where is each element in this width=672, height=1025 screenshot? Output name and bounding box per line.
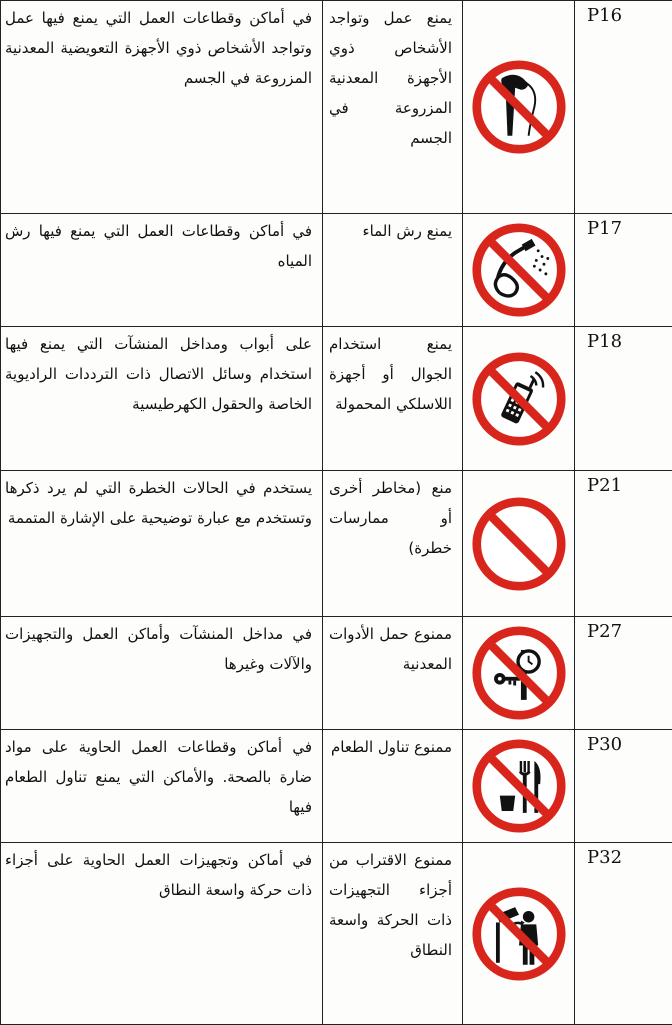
sign-code: P21 (575, 471, 672, 617)
table-row (1, 1, 672, 214)
metal-implant-icon (471, 59, 567, 155)
usage-cell: في أماكن وقطاعات العمل الحاوية على مواد ضارة بالصحة. والأماكن التي يمنع تناول الطعام فيها (1, 730, 323, 843)
table-row (1, 730, 672, 843)
meaning-cell: منع (مخاطر أخرى أو ممارسات خطرة) (323, 471, 463, 617)
sign-cell (463, 214, 575, 327)
sign-code: P16 (575, 1, 672, 214)
general-prohibition-icon (471, 496, 567, 592)
usage-cell: في أماكن وقطاعات العمل التي يمنع فيها عمل وتواجد الأشخاص ذوي الأجهزة التعويضية المعدنية المزروعة في الجسم (1, 1, 323, 214)
no-eating-icon (471, 738, 567, 834)
meaning-cell: يمنع عمل وتواجد الأشخاص ذوي الأجهزة المعدنية المزروعة في الجسم (323, 1, 463, 214)
sign-code: P18 (575, 327, 672, 471)
usage-cell: على أبواب ومداخل المنشآت التي يمنع فيها استخدام وسائل الاتصال ذات الترددات الراديوية الخاصة والحقول الكهرطيسية (1, 327, 323, 471)
sign-code: P32 (575, 843, 672, 1025)
sign-cell (463, 327, 575, 471)
sign-cell (463, 617, 575, 730)
table-row (1, 327, 672, 471)
usage-cell: في أماكن وقطاعات العمل التي يمنع فيها رش المياه (1, 214, 323, 327)
moving-parts-icon (471, 886, 567, 982)
meaning-cell: يمنع رش الماء (323, 214, 463, 327)
meaning-cell: ممنوع الاقتراب من أجزاء التجهيزات ذات الحركة واسعة النطاق (323, 843, 463, 1025)
sign-code: P27 (575, 617, 672, 730)
usage-cell: في مداخل المنشآت وأماكن العمل والتجهيزات والآلات وغيرها (1, 617, 323, 730)
sign-cell (463, 471, 575, 617)
table-row (1, 617, 672, 730)
sign-code: P17 (575, 214, 672, 327)
sign-cell (463, 730, 575, 843)
meaning-cell: ممنوع تناول الطعام (323, 730, 463, 843)
usage-cell: في أماكن وتجهيزات العمل الحاوية على أجزاء ذات حركة واسعة النطاق (1, 843, 323, 1025)
water-spray-icon (471, 222, 567, 318)
sign-cell (463, 1, 575, 214)
meaning-cell: ممنوع حمل الأدوات المعدنية (323, 617, 463, 730)
table-row (1, 843, 672, 1025)
metal-objects-icon (471, 625, 567, 721)
mobile-phone-icon (471, 351, 567, 447)
meaning-cell: يمنع استخدام الجوال أو أجهزة اللاسلكي المحمولة (323, 327, 463, 471)
sign-code: P30 (575, 730, 672, 843)
table-row (1, 471, 672, 617)
table-row (1, 214, 672, 327)
usage-cell: يستخدم في الحالات الخطرة التي لم يرد ذكرها وتستخدم مع عبارة توضيحية على الإشارة المتممة (1, 471, 323, 617)
sign-cell (463, 843, 575, 1025)
